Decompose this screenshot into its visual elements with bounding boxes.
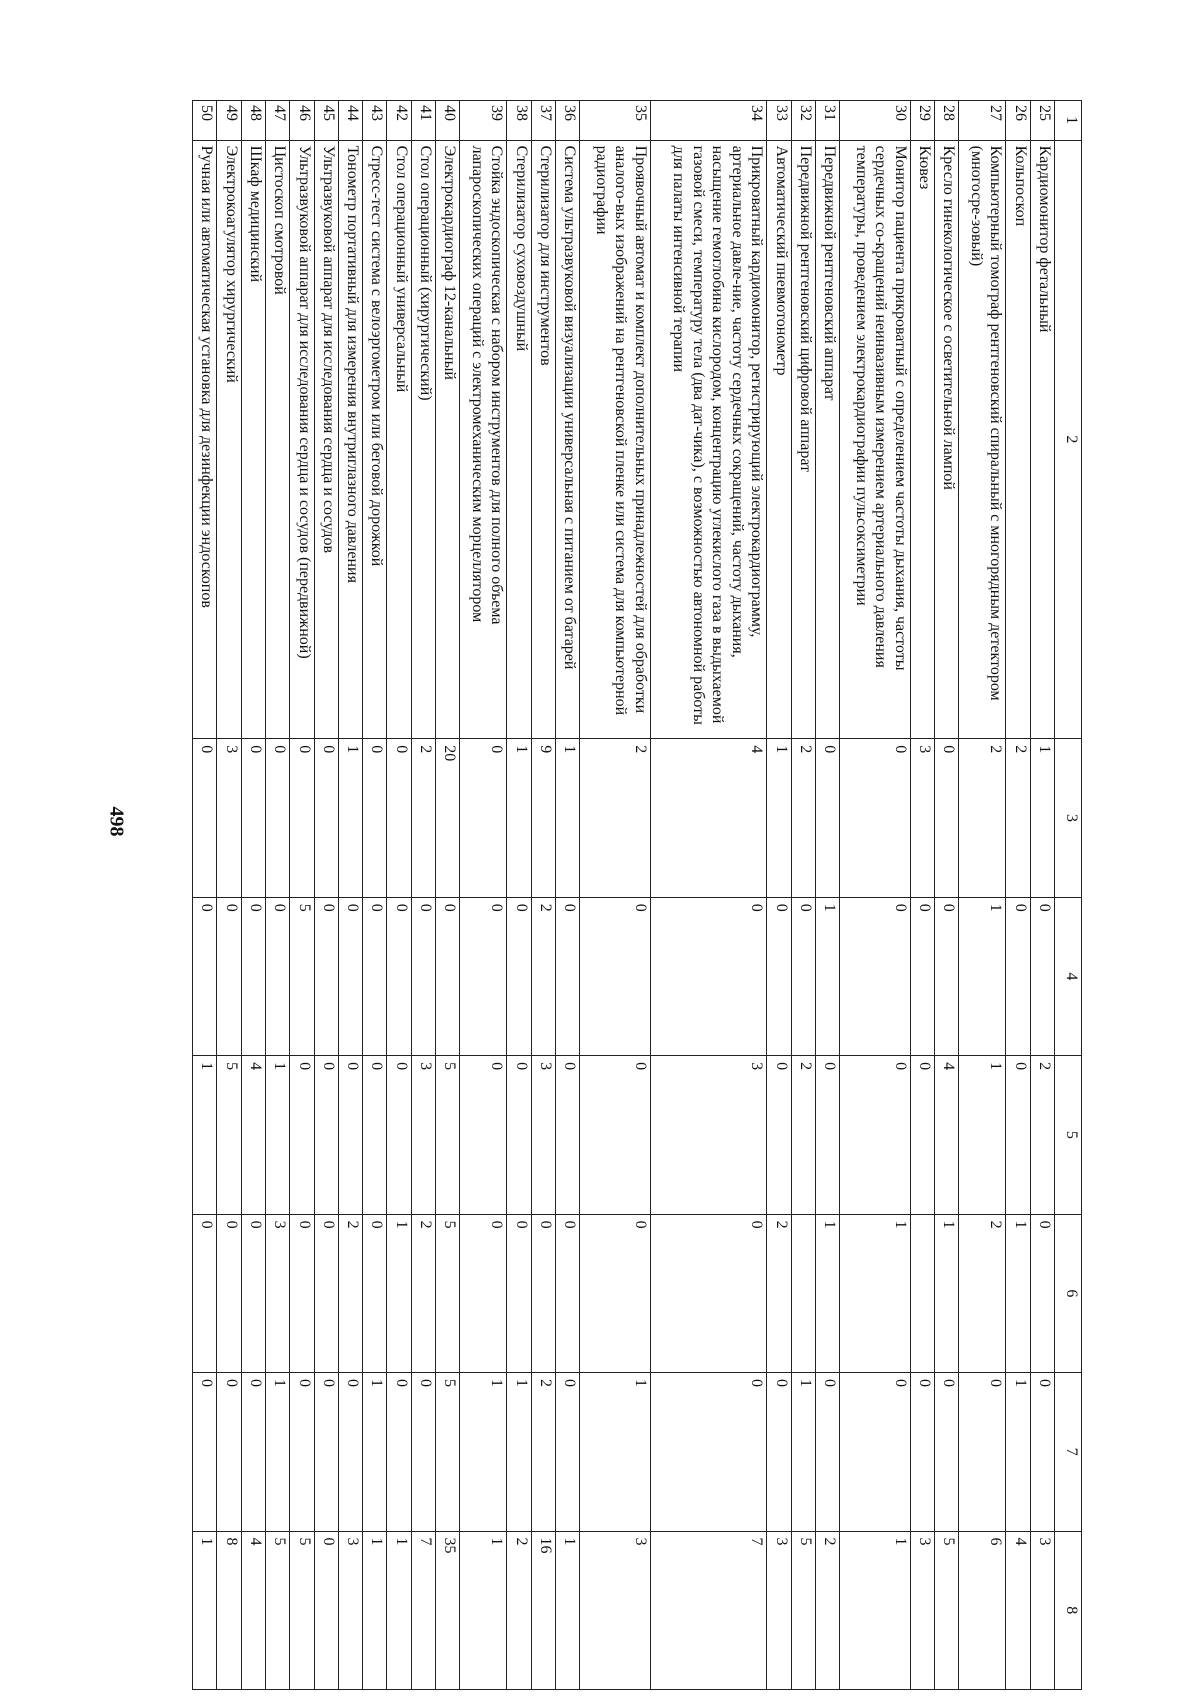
equipment-name-cell: Кювез — [910, 140, 934, 739]
value-cell: 1 — [767, 739, 791, 897]
value-cell: 2 — [959, 1214, 1006, 1372]
value-cell: 0 — [314, 1056, 338, 1214]
value-cell: 0 — [815, 739, 839, 897]
equipment-name-cell: Стол операционный (хирургический) — [411, 140, 435, 739]
table-row — [767, 101, 791, 1690]
table-row — [387, 101, 411, 1690]
value-cell: 3 — [767, 1531, 791, 1690]
value-cell: 2 — [1030, 1056, 1054, 1214]
value-cell: 0 — [840, 897, 910, 1055]
equipment-name-cell: Стойка эндоскопическая с набором инструментов для полного объема лапароскопических операций с электромеханическим морцеллятором — [460, 140, 507, 739]
value-cell: 0 — [290, 1214, 314, 1372]
table-row — [556, 101, 580, 1690]
value-cell: 0 — [338, 1056, 362, 1214]
table-row — [460, 101, 507, 1690]
value-cell: 0 — [193, 739, 217, 897]
value-cell: 2 — [1006, 739, 1030, 897]
table-row — [193, 101, 217, 1690]
value-cell: 0 — [650, 1373, 767, 1531]
value-cell: 1 — [193, 1056, 217, 1214]
value-cell: 4 — [934, 1056, 958, 1214]
equipment-name-cell: Система ультразвуковой визуализации универсальная с питанием от батарей — [556, 140, 580, 739]
value-cell: 5 — [435, 1214, 459, 1372]
row-number-cell: 35 — [580, 101, 650, 141]
value-cell: 0 — [217, 1214, 241, 1372]
row-number-cell: 37 — [531, 101, 555, 141]
row-number-cell: 31 — [815, 101, 839, 141]
value-cell: 0 — [314, 1214, 338, 1372]
row-number-cell: 50 — [193, 101, 217, 141]
value-cell: 1 — [934, 1214, 958, 1372]
value-cell: 4 — [650, 739, 767, 897]
equipment-name-cell: Ультразвуковой аппарат для исследования сердца и сосудов — [314, 140, 338, 739]
value-cell: 3 — [338, 1531, 362, 1690]
table-row — [507, 101, 531, 1690]
value-cell: 1 — [556, 739, 580, 897]
value-cell: 0 — [580, 897, 650, 1055]
value-cell: 2 — [338, 1214, 362, 1372]
value-cell: 5 — [791, 1531, 815, 1690]
equipment-name-cell: Тонометр портативный для измерения внутриглазного давления — [338, 140, 362, 739]
value-cell: 0 — [193, 1373, 217, 1531]
value-cell: 3 — [910, 739, 934, 897]
equipment-name-cell: Ультразвуковой аппарат для исследования сердца и сосудов (передвижной) — [290, 140, 314, 739]
value-cell: 0 — [460, 739, 507, 897]
value-cell: 5 — [266, 1531, 290, 1690]
row-number-cell: 45 — [314, 101, 338, 141]
value-cell: 1 — [363, 1373, 387, 1531]
value-cell: 1 — [193, 1531, 217, 1690]
value-cell: 0 — [314, 1531, 338, 1690]
value-cell: 0 — [314, 739, 338, 897]
table-row — [241, 101, 265, 1690]
value-cell: 1 — [959, 1056, 1006, 1214]
value-cell: 0 — [193, 897, 217, 1055]
value-cell: 3 — [266, 1214, 290, 1372]
value-cell: 0 — [338, 1373, 362, 1531]
row-number-cell: 43 — [363, 101, 387, 141]
value-cell: 0 — [934, 739, 958, 897]
equipment-name-cell: Электрокардиограф 12-канальный — [435, 140, 459, 739]
row-number-cell: 49 — [217, 101, 241, 141]
value-cell: 0 — [363, 1056, 387, 1214]
value-cell: 0 — [556, 897, 580, 1055]
row-number-cell: 42 — [387, 101, 411, 141]
table-row — [217, 101, 241, 1690]
value-cell: 2 — [531, 1373, 555, 1531]
value-cell: 0 — [1030, 1373, 1054, 1531]
equipment-name-cell: Шкаф медицинский — [241, 140, 265, 739]
value-cell: 0 — [910, 1373, 934, 1531]
value-cell: 35 — [435, 1531, 459, 1690]
value-cell: 0 — [241, 897, 265, 1055]
value-cell: 16 — [531, 1531, 555, 1690]
value-cell: 0 — [1030, 1214, 1054, 1372]
table-row — [290, 101, 314, 1690]
value-cell: 0 — [460, 897, 507, 1055]
value-cell: 0 — [815, 1056, 839, 1214]
value-cell: 0 — [650, 1214, 767, 1372]
value-cell: 0 — [840, 1373, 910, 1531]
row-number-cell: 46 — [290, 101, 314, 141]
value-cell: 5 — [435, 1373, 459, 1531]
row-number-cell: 36 — [556, 101, 580, 141]
column-header: 2 — [1055, 140, 1082, 739]
column-header: 5 — [1055, 1056, 1082, 1214]
table-row — [580, 101, 650, 1690]
value-cell: 1 — [580, 1373, 650, 1531]
table-row — [650, 101, 767, 1690]
row-number-cell: 30 — [840, 101, 910, 141]
value-cell: 3 — [910, 1531, 934, 1690]
value-cell: 1 — [460, 1531, 507, 1690]
value-cell: 9 — [531, 739, 555, 897]
value-cell: 0 — [217, 1373, 241, 1531]
value-cell: 1 — [840, 1214, 910, 1372]
table-row — [363, 101, 387, 1690]
value-cell: 1 — [1006, 1214, 1030, 1372]
table-row — [815, 101, 839, 1690]
value-cell: 0 — [266, 897, 290, 1055]
value-cell: 0 — [193, 1214, 217, 1372]
value-cell: 0 — [507, 897, 531, 1055]
value-cell: 1 — [1006, 1373, 1030, 1531]
row-number-cell: 29 — [910, 101, 934, 141]
value-cell: 0 — [314, 897, 338, 1055]
value-cell: 0 — [387, 739, 411, 897]
value-cell: 0 — [767, 1373, 791, 1531]
row-number-cell: 39 — [460, 101, 507, 141]
row-number-cell: 32 — [791, 101, 815, 141]
value-cell: 0 — [338, 897, 362, 1055]
value-cell: 2 — [411, 739, 435, 897]
equipment-name-cell: Стресс-тест система с велоэргометром или беговой дорожкой — [363, 140, 387, 739]
value-cell: 0 — [460, 1056, 507, 1214]
column-header: 8 — [1055, 1531, 1082, 1690]
value-cell: 4 — [1006, 1531, 1030, 1690]
value-cell: 0 — [556, 1373, 580, 1531]
value-cell: 0 — [435, 897, 459, 1055]
value-cell: 2 — [815, 1531, 839, 1690]
value-cell: 0 — [1006, 1056, 1030, 1214]
value-cell: 0 — [241, 739, 265, 897]
value-cell: 0 — [934, 897, 958, 1055]
row-number-cell: 48 — [241, 101, 265, 141]
value-cell: 2 — [791, 1056, 815, 1214]
value-cell: 0 — [266, 739, 290, 897]
row-number-cell: 27 — [959, 101, 1006, 141]
table-row — [435, 101, 459, 1690]
equipment-name-cell: Стерилизатор суховоздушный — [507, 140, 531, 739]
value-cell: 2 — [507, 1531, 531, 1690]
value-cell: 0 — [650, 897, 767, 1055]
value-cell: 1 — [556, 1531, 580, 1690]
equipment-name-cell: Компьютерный томограф рентгеновский спиральный с многорядным детектором (многосре-зовый) — [959, 140, 1006, 739]
value-cell: 0 — [363, 739, 387, 897]
table-row — [338, 101, 362, 1690]
value-cell: 2 — [580, 739, 650, 897]
value-cell: 2 — [959, 739, 1006, 897]
equipment-name-cell: Электрокоагулятор хирургический — [217, 140, 241, 739]
table-header-row — [1055, 101, 1082, 1690]
value-cell: 0 — [290, 1056, 314, 1214]
value-cell: 0 — [556, 1056, 580, 1214]
value-cell: 3 — [217, 739, 241, 897]
value-cell: 0 — [910, 1056, 934, 1214]
value-cell: 0 — [387, 897, 411, 1055]
value-cell: 0 — [363, 1214, 387, 1372]
equipment-name-cell: Монитор пациента прикроватный с определением частоты дыхания, частоты сердечных со-кращений неинвазивным измерением артериального давления температуры, проведением электрокардиографии пульсоксиметрии — [840, 140, 910, 739]
value-cell — [910, 1214, 934, 1372]
equipment-name-cell: Проявочный автомат и комплект дополнительных принадлежностей для обработки аналого-вых изображений на рентгеновской пленке или система для компьютерной радиографии — [580, 140, 650, 739]
value-cell: 0 — [767, 1056, 791, 1214]
value-cell: 1 — [338, 739, 362, 897]
value-cell: 5 — [934, 1531, 958, 1690]
row-number-cell: 41 — [411, 101, 435, 141]
table-row — [1030, 101, 1054, 1690]
table-body — [193, 101, 1055, 1690]
value-cell: 1 — [840, 1531, 910, 1690]
value-cell: 7 — [411, 1531, 435, 1690]
equipment-name-cell: Прикроватный кардиомонитор, регистрирующий электрокардиограмму, артериальное давле-ние, частоту сердечных сокращений, частоту дыхания, насыщение гемоглобина кислородом, концентрацию углекислого газа в выдыхаемой газовой смеси, температуру тела (два дат-чика), с возможностью автономной работы для палаты интенсивной терапии — [650, 140, 767, 739]
column-header: 3 — [1055, 739, 1082, 897]
value-cell: 0 — [411, 1373, 435, 1531]
equipment-name-cell: Стол операционный универсальный — [387, 140, 411, 739]
value-cell: 1 — [815, 897, 839, 1055]
value-cell: 5 — [217, 1056, 241, 1214]
table-row — [314, 101, 338, 1690]
row-number-cell: 38 — [507, 101, 531, 141]
value-cell: 1 — [507, 1373, 531, 1531]
value-cell: 1 — [363, 1531, 387, 1690]
table-row — [910, 101, 934, 1690]
value-cell: 0 — [290, 739, 314, 897]
value-cell: 0 — [411, 897, 435, 1055]
value-cell: 0 — [767, 897, 791, 1055]
value-cell: 1 — [266, 1373, 290, 1531]
column-header: 6 — [1055, 1214, 1082, 1372]
equipment-name-cell: Кольпоскоп — [1006, 140, 1030, 739]
value-cell: 0 — [1030, 897, 1054, 1055]
value-cell: 0 — [840, 1056, 910, 1214]
value-cell: 3 — [531, 1056, 555, 1214]
equipment-name-cell: Передвижной рентгеновский цифровой аппарат — [791, 140, 815, 739]
value-cell: 20 — [435, 739, 459, 897]
value-cell: 2 — [791, 739, 815, 897]
value-cell: 7 — [650, 1531, 767, 1690]
value-cell: 0 — [314, 1373, 338, 1531]
value-cell: 0 — [507, 1056, 531, 1214]
value-cell: 2 — [767, 1214, 791, 1372]
row-number-cell: 40 — [435, 101, 459, 141]
value-cell: 4 — [241, 1056, 265, 1214]
value-cell: 3 — [411, 1056, 435, 1214]
row-number-cell: 26 — [1006, 101, 1030, 141]
column-header: 1 — [1055, 101, 1082, 141]
value-cell: 0 — [387, 1373, 411, 1531]
value-cell: 0 — [241, 1373, 265, 1531]
value-cell: 4 — [241, 1531, 265, 1690]
value-cell: 1 — [959, 897, 1006, 1055]
value-cell: 0 — [934, 1373, 958, 1531]
column-header: 7 — [1055, 1373, 1082, 1531]
equipment-name-cell: Ручная или автоматическая установка для дезинфекции эндоскопов — [193, 140, 217, 739]
value-cell: 0 — [791, 897, 815, 1055]
value-cell: 0 — [580, 1056, 650, 1214]
value-cell: 1 — [266, 1056, 290, 1214]
table-row — [266, 101, 290, 1690]
value-cell: 1 — [815, 1214, 839, 1372]
value-cell — [791, 1214, 815, 1372]
value-cell: 3 — [650, 1056, 767, 1214]
value-cell: 0 — [840, 739, 910, 897]
table-row — [840, 101, 910, 1690]
value-cell: 0 — [815, 1373, 839, 1531]
value-cell: 1 — [507, 739, 531, 897]
row-number-cell: 33 — [767, 101, 791, 141]
value-cell: 0 — [460, 1214, 507, 1372]
equipment-name-cell: Стерилизатор для инструментов — [531, 140, 555, 739]
page-number: 498 — [105, 806, 128, 837]
value-cell: 0 — [387, 1056, 411, 1214]
table-row — [411, 101, 435, 1690]
value-cell: 0 — [217, 897, 241, 1055]
row-number-cell: 47 — [266, 101, 290, 141]
equipment-name-cell: Передвижной рентгеновский аппарат — [815, 140, 839, 739]
value-cell: 5 — [290, 1531, 314, 1690]
value-cell: 2 — [411, 1214, 435, 1372]
row-number-cell: 34 — [650, 101, 767, 141]
value-cell: 0 — [910, 897, 934, 1055]
row-number-cell: 28 — [934, 101, 958, 141]
value-cell: 0 — [556, 1214, 580, 1372]
value-cell: 3 — [1030, 1531, 1054, 1690]
value-cell: 8 — [217, 1531, 241, 1690]
equipment-table-sheet — [192, 100, 1082, 1690]
table-row — [934, 101, 958, 1690]
value-cell: 3 — [580, 1531, 650, 1690]
value-cell: 6 — [959, 1531, 1006, 1690]
equipment-name-cell: Автоматический пневмотонометр — [767, 140, 791, 739]
value-cell: 0 — [1006, 897, 1030, 1055]
table-row — [791, 101, 815, 1690]
row-number-cell: 25 — [1030, 101, 1054, 141]
value-cell: 1 — [460, 1373, 507, 1531]
column-header: 4 — [1055, 897, 1082, 1055]
value-cell: 1 — [1030, 739, 1054, 897]
value-cell: 0 — [959, 1373, 1006, 1531]
table-row — [1006, 101, 1030, 1690]
value-cell: 0 — [531, 1214, 555, 1372]
value-cell: 0 — [241, 1214, 265, 1372]
value-cell: 5 — [435, 1056, 459, 1214]
row-number-cell: 44 — [338, 101, 362, 141]
equipment-name-cell: Кардиомонитор фетальный — [1030, 140, 1054, 739]
value-cell: 0 — [363, 897, 387, 1055]
value-cell: 1 — [387, 1214, 411, 1372]
value-cell: 0 — [290, 1373, 314, 1531]
table-row — [959, 101, 1006, 1690]
value-cell: 5 — [290, 897, 314, 1055]
value-cell: 1 — [791, 1373, 815, 1531]
value-cell: 1 — [387, 1531, 411, 1690]
equipment-name-cell: Кресло гинекологическое с осветительной лампой — [934, 140, 958, 739]
value-cell: 0 — [507, 1214, 531, 1372]
value-cell: 0 — [580, 1214, 650, 1372]
value-cell: 2 — [531, 897, 555, 1055]
equipment-name-cell: Цистоскоп смотровой — [266, 140, 290, 739]
equipment-table — [192, 100, 1082, 1690]
table-row — [531, 101, 555, 1690]
